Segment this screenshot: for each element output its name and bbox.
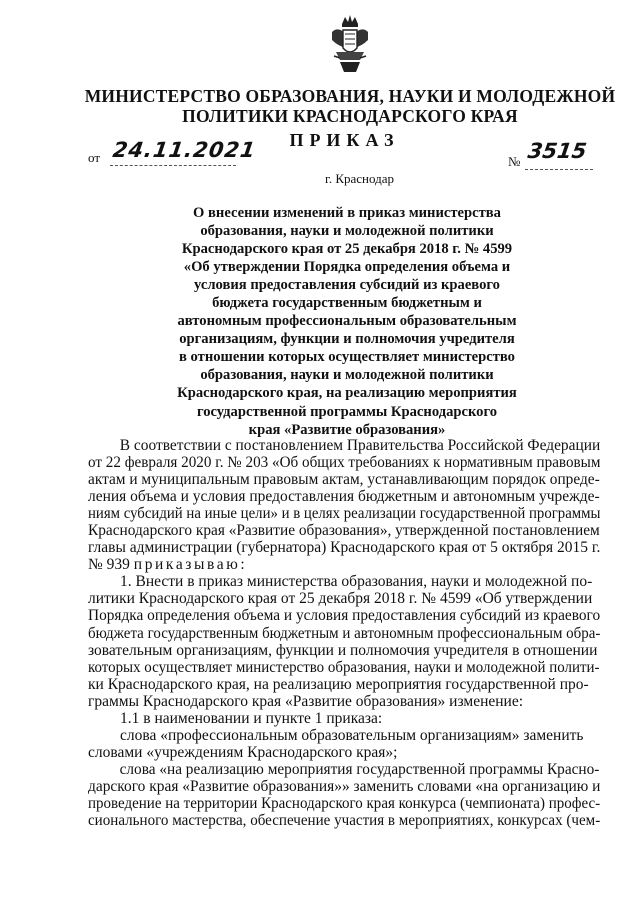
title-line: Краснодарского края от 25 декабря 2018 г. № 4599 xyxy=(181,241,513,258)
title-line: О внесении изменений в приказ министерства xyxy=(193,205,501,221)
number-handwritten: 3515 xyxy=(526,139,589,163)
body-line: которых осуществляет министерство образования, науки и молодежной полити- xyxy=(88,658,600,676)
body-line: Краснодарского края «Развитие образования», утвержденной постановлением xyxy=(88,522,600,540)
date-underline xyxy=(110,165,236,166)
title-line: в отношении которых осуществляет министерство xyxy=(179,349,515,366)
title-line: «Об утверждении Порядка определения объема и xyxy=(183,259,511,276)
title-line: бюджета государственным бюджетным и xyxy=(212,295,482,312)
body-line: Порядка определения объема и условия предоставления субсидий из краевого xyxy=(88,607,601,625)
title-line: условия предоставления субсидий из краевого xyxy=(194,277,500,294)
title-line: образования, науки и молодежной политики xyxy=(200,367,494,384)
title-line: организациям, функции и полномочия учредителя xyxy=(179,331,515,348)
body-line-number: № 939 xyxy=(88,556,130,574)
body-line: литики Краснодарского края от 25 декабря 2018 г. № 4599 «Об утверждении xyxy=(88,590,593,608)
body-line: слова «профессиональным образовательным организациям» заменить xyxy=(120,726,584,744)
body-line: граммы Краснодарского края «Развитие образования» изменение: xyxy=(88,692,524,710)
order-phrase: приказываю: xyxy=(133,556,248,574)
document-type: ПРИКАЗ xyxy=(289,130,400,150)
body-line: ления объема и условия предоставления бюджетным и автономным учрежде- xyxy=(88,488,600,506)
number-underline xyxy=(525,169,593,170)
body-line: бюджета государственным бюджетным и автономным профессиональным обра- xyxy=(88,624,601,642)
coat-of-arms-emblem xyxy=(328,14,372,76)
body-line: 1.1 в наименовании и пункте 1 приказа: xyxy=(120,709,383,727)
body-line: словами «учреждениям Краснодарского края»; xyxy=(88,743,398,761)
order-body xyxy=(88,437,600,829)
body-line: ниям субсидий на иные цели» и в целях реализации государственной программы xyxy=(88,505,601,523)
body-line: проведение на территории Краснодарского края конкурса (чемпионата) профес- xyxy=(88,794,601,812)
body-line: главы администрации (губернатора) Краснодарского края от 5 октября 2015 г. xyxy=(88,539,601,557)
body-line: дарского края «Развитие образования»» заменить словами «на организацию и xyxy=(88,777,601,795)
date-label: от xyxy=(88,150,101,165)
title-line: края «Развитие образования» xyxy=(248,421,446,438)
number-label: № xyxy=(508,154,521,169)
title-line: автономным профессиональным образовательным xyxy=(177,313,517,330)
body-line: зовательным организациям, функции и полномочия учредителя в отношении xyxy=(88,641,598,659)
ministry-name-line-1: МИНИСТЕРСТВО ОБРАЗОВАНИЯ, НАУКИ И МОЛОДЕЖНОЙ xyxy=(84,86,616,106)
body-line: слова «на реализацию мероприятия государственной программы Красно- xyxy=(119,760,600,778)
title-line: образования, науки и молодежной политики xyxy=(200,223,494,240)
ministry-name-line-2: ПОЛИТИКИ КРАСНОДАРСКОГО КРАЯ xyxy=(182,106,518,126)
title-line: Краснодарского края, на реализацию мероприятия xyxy=(177,385,517,402)
body-line-order-phrase xyxy=(88,556,600,573)
order-title xyxy=(162,204,532,439)
title-line: государственной программы Краснодарского xyxy=(196,403,498,420)
body-line: от 22 февраля 2020 г. № 203 «Об общих требованиях к нормативным правовым xyxy=(88,454,601,472)
body-line: В соответствии с постановлением Правительства Российской Федерации xyxy=(119,437,601,454)
city: г. Краснодар xyxy=(324,171,395,186)
body-line: сионального мастерства, обеспечение участия в мероприятиях, конкурсах (чем- xyxy=(88,812,601,830)
body-line: 1. Внести в приказ министерства образования, науки и молодежной по- xyxy=(120,573,593,591)
date-handwritten: 24.11.2021 xyxy=(111,138,258,162)
body-line: актам и муниципальным правовым актам, устанавливающим порядок опреде- xyxy=(88,471,600,489)
body-line: ки Краснодарского края, на реализацию мероприятия государственной про- xyxy=(88,675,589,693)
